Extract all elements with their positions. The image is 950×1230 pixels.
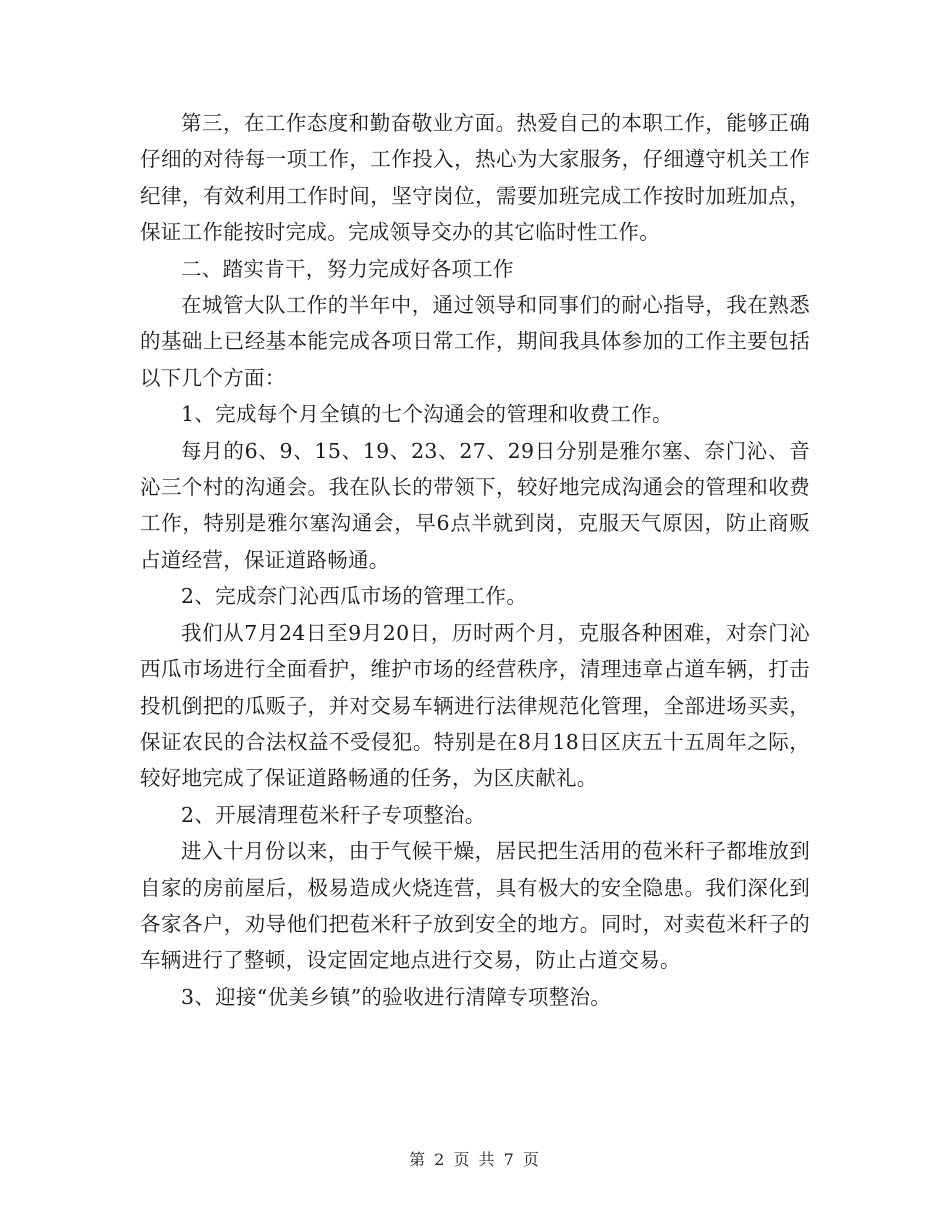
section-heading-work-tasks: 二、踏实肯干，努力完成好各项工作 [181, 256, 514, 281]
paragraph-intro-tasks: 在城管大队工作的半年中，通过领导和同事们的耐心指导，我在熟悉的基础上已经基本能完成各项日常工作，期间我具体参加的工作主要包括以下几个方面： [140, 293, 810, 390]
item-heading-watermelon-market: 2、完成奈门沁西瓜市场的管理工作。 [181, 584, 528, 609]
item-heading-cornstalk-cleanup: 2、开展清理苞米秆子专项整治。 [181, 802, 486, 827]
item-heading-meetings: 1、完成每个月全镇的七个沟通会的管理和收费工作。 [181, 402, 673, 427]
document-body [140, 105, 810, 1015]
paragraph-meetings: 每月的6、9、15、19、23、27、29日分别是雅尔塞、奈门沁、音沁三个村的沟通会。我在队长的带领下，较好地完成沟通会的管理和收费工作，特别是雅尔塞沟通会，早6点半就到岗，克服天气原因，防止商贩占道经营，保证道路畅通。 [140, 438, 810, 572]
paragraph-cornstalk-cleanup: 进入十月份以来，由于气候干燥，居民把生活用的苞米秆子都堆放到自家的房前屋后，极易造成火烧连营，具有极大的安全隐患。我们深化到各家各户，劝导他们把苞米秆子放到安全的地方。同时，对卖苞米秆子的车辆进行了整顿，设定固定地点进行交易，防止占道交易。 [140, 839, 810, 973]
item-heading-township-inspection: 3、迎接“优美乡镇”的验收进行清障专项整治。 [181, 984, 612, 1009]
page-number-footer: 第 2 页 共 7 页 [409, 1150, 541, 1169]
paragraph-watermelon-market: 我们从7月24日至9月20日，历时两个月，克服各种困难，对奈门沁西瓜市场进行全面看护，维护市场的经营秩序，清理违章占道车辆，打击投机倒把的瓜贩子，并对交易车辆进行法律规范化管理，全部进场买卖，保证农民的合法权益不受侵犯。特别是在8月18日区庆五十五周年之际，较好地完成了保证道路畅通的任务，为区庆献礼。 [140, 620, 810, 791]
paragraph-work-attitude: 第三，在工作态度和勤奋敬业方面。热爱自己的本职工作，能够正确仔细的对待每一项工作，工作投入，热心为大家服务，仔细遵守机关工作纪律，有效利用工作时间，坚守岗位，需要加班完成工作按时加班加点，保证工作能按时完成。完成领导交办的其它临时性工作。 [140, 111, 810, 245]
